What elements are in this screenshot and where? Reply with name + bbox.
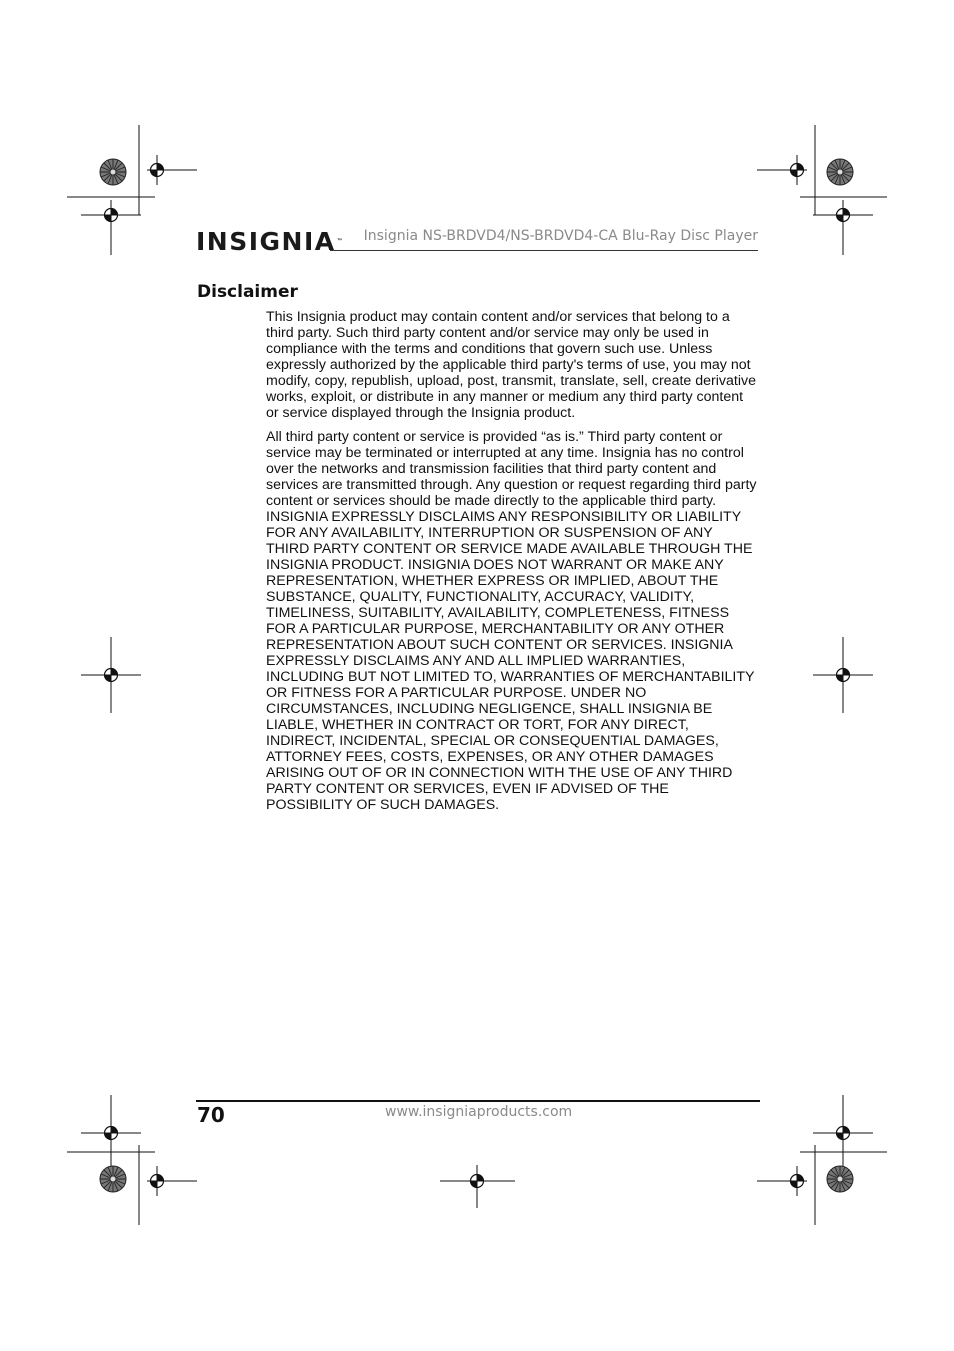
insignia-logo (196, 227, 343, 261)
footer-url: www.insigniaproducts.com (385, 1104, 573, 1120)
disclaimer-paragraph-2: All third party content or service is provided “as is.” Third party content or service may be terminated or interrupted at any time. Insignia has no control over the networks and transmission facilities that third party content and services are transmitted through. Any question or request regarding third party content or services should be made directly to the applicable third party. INSIGNIA EXPRESSLY DISCLAIMS ANY RESPONSIBILITY OR LIABILITY FOR ANY AVAILABILITY, INTERRUPTION OR SUSPENSION OF ANY THIRD PARTY CONTENT OR SERVICE MADE AVAILABLE THROUGH THE INSIGNIA PRODUCT. INSIGNIA DOES NOT WARRANT OR MAKE ANY REPRESENTATION, WHETHER EXPRESS OR IMPLIED, ABOUT THE SUBSTANCE, QUALITY, FUNCTIONALITY, ACCURACY, VALIDITY, TIMELINESS, SUITABILITY, AVAILABILITY, COMPLETENESS, FITNESS FOR A PARTICULAR PURPOSE, MERCHANTABILITY OR ANY OTHER REPRESENTATION ABOUT SUCH CONTENT OR SERVICES. INSIGNIA EXPRESSLY DISCLAIMS ANY AND ALL IMPLIED WARRANTIES, INCLUDING BUT NOT LIMITED TO, WARRANTIES OF MERCHANTABILITY OR FITNESS FOR A PARTICULAR PURPOSE. UNDER NO CIRCUMSTANCES, INCLUDING NEGLIGENCE, SHALL INSIGNIA BE LIABLE, WHETHER IN CONTRACT OR TORT, FOR ANY DIRECT, INDIRECT, INCIDENTAL, SPECIAL OR CONSEQUENTIAL DAMAGES, ATTORNEY FEES, COSTS, EXPENSES, OR ANY OTHER DAMAGES ARISING OUT OF OR IN CONNECTION WITH THE USE OF ANY THIRD PARTY CONTENT OR SERVICES, EVEN IF ADVISED OF THE POSSIBILITY OF SUCH DAMAGES. (266, 429, 757, 813)
logo-trademark: ™ (336, 238, 343, 245)
header-rule (330, 250, 758, 251)
disclaimer-paragraph-1: This Insignia product may contain content and/or services that belong to a third party. Such third party content and/or service may only be used in compliance with the terms and conditions that govern such use. Unless expressly authorized by the applicable third party's terms of use, you may not modify, copy, republish, upload, post, transmit, translate, sell, create derivative works, exploit, or distribute in any manner or medium any third party content or service displayed through the Insignia product. (266, 309, 756, 421)
disclaimer-body (266, 309, 758, 821)
footer-rule (196, 1100, 760, 1102)
header-title: Insignia NS-BRDVD4/NS-BRDVD4-CA Blu-Ray Disc Player (363, 228, 758, 244)
page-number: 70 (197, 1103, 225, 1127)
logo-text: INSIGNIA (196, 227, 336, 256)
section-title: Disclaimer (197, 282, 298, 302)
